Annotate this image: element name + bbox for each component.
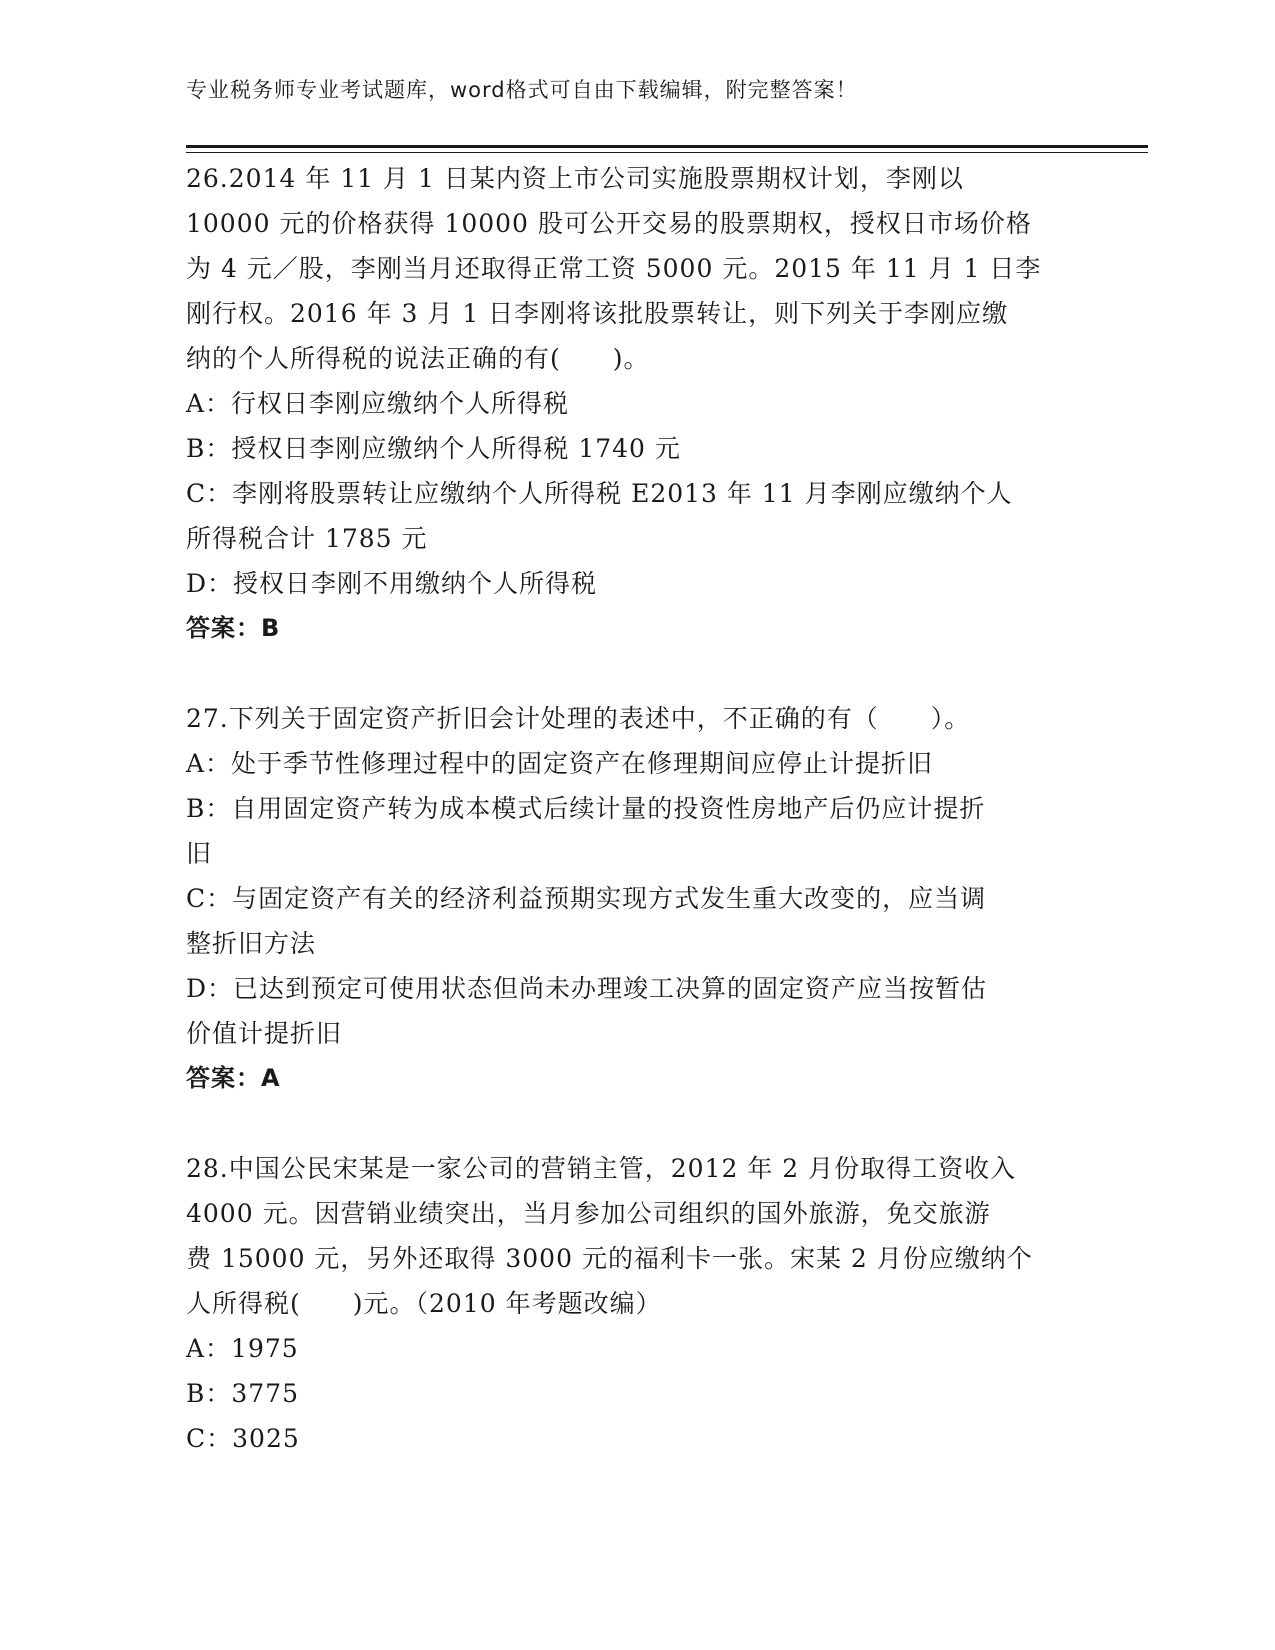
- question-text-line: 人所得税( )元。（2010 年考题改编）: [186, 1289, 662, 1318]
- option-b: B：授权日李刚应缴纳个人所得税 1740 元: [186, 434, 681, 463]
- question-27: [186, 696, 1086, 1101]
- page-header: 专业税务师专业考试题库，word格式可自由下载编辑，附完整答案！: [186, 78, 858, 102]
- spacer: [186, 1101, 1086, 1146]
- header-divider-thin: [186, 152, 1148, 153]
- question-text-line: 为 4 元／股，李刚当月还取得正常工资 5000 元。2015 年 11 月 1 日李: [186, 254, 1042, 283]
- question-text-line: 4000 元。因营销业绩突出，当月参加公司组织的国外旅游，免交旅游: [186, 1199, 991, 1228]
- question-list: [186, 156, 1086, 1461]
- option-c-continued: 整折旧方法: [186, 929, 317, 958]
- header-divider: [186, 145, 1148, 148]
- question-text-line: 费 15000 元，另外还取得 3000 元的福利卡一张。宋某 2 月份应缴纳个: [186, 1244, 1033, 1273]
- option-a: A：处于季节性修理过程中的固定资产在修理期间应停止计提折旧: [186, 749, 934, 778]
- option-c: C：3025: [186, 1424, 300, 1453]
- option-b-continued: 旧: [186, 839, 213, 868]
- option-a: A：行权日李刚应缴纳个人所得税: [186, 389, 570, 418]
- answer-label: 答案：B: [186, 614, 281, 642]
- option-d: D：已达到预定可使用状态但尚未办理竣工决算的固定资产应当按暂估: [186, 974, 988, 1003]
- question-text-line: 纳的个人所得税的说法正确的有( )。: [186, 344, 650, 373]
- answer-label: 答案：A: [186, 1064, 281, 1092]
- option-c: C：李刚将股票转让应缴纳个人所得税 E2013 年 11 月李刚应缴纳个人: [186, 479, 1013, 508]
- spacer: [186, 651, 1086, 696]
- option-a: A：1975: [186, 1334, 299, 1363]
- question-text-line: 27.下列关于固定资产折旧会计处理的表述中，不正确的有（ ）。: [186, 704, 971, 733]
- option-c-continued: 所得税合计 1785 元: [186, 524, 428, 553]
- question-text-line: 10000 元的价格获得 10000 股可公开交易的股票期权，授权日市场价格: [186, 209, 1032, 238]
- option-d: D：授权日李刚不用缴纳个人所得税: [186, 569, 598, 598]
- question-text-line: 26.2014 年 11 月 1 日某内资上市公司实施股票期权计划，李刚以: [186, 164, 964, 193]
- question-text-line: 刚行权。2016 年 3 月 1 日李刚将该批股票转让，则下列关于李刚应缴: [186, 299, 1009, 328]
- option-b: B：自用固定资产转为成本模式后续计量的投资性房地产后仍应计提折: [186, 794, 986, 823]
- question-28: [186, 1146, 1086, 1461]
- question-text-line: 28.中国公民宋某是一家公司的营销主管，2012 年 2 月份取得工资收入: [186, 1154, 1017, 1183]
- option-d-continued: 价值计提折旧: [186, 1019, 343, 1048]
- option-b: B：3775: [186, 1379, 299, 1408]
- question-26: [186, 156, 1086, 651]
- option-c: C：与固定资产有关的经济利益预期实现方式发生重大改变的，应当调: [186, 884, 987, 913]
